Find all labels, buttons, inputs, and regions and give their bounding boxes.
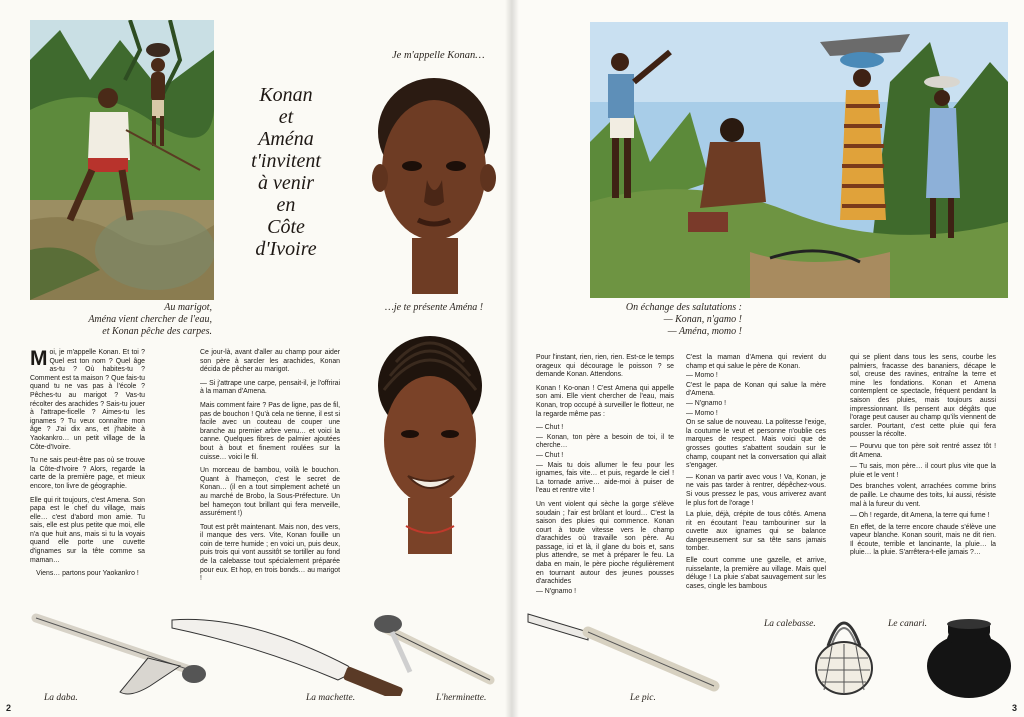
paragraph: La pluie, déjà, crépite de tous côtés. Amena rit en écoutant l'eau tambouriner sur la cuvette aux ignames qui se balance dangereusement sur sa tête sans jamais tomber. bbox=[686, 511, 826, 553]
text-column-3 bbox=[536, 354, 674, 601]
paragraph: Pour l'instant, rien, rien, rien. Est-ce le temps orageux qui décourage le poisson ? se demande Konan. Attendons. bbox=[536, 354, 674, 379]
paragraph: — Konan va partir avec vous ! Va, Konan, je ne vais pas tarder à rentrer, dépêchez-vous. Si vous pressez le pas, vous arriverez avant le plus fort de l'orage ! bbox=[686, 473, 826, 507]
paragraph: Mais comment faire ? Pas de ligne, pas de fil, pas de bouchon ! Qu'à cela ne tienne, il est si facile avec un couteau de couper une branche au premier arbre venu… et voici la canne. Quelques fibres de palmier ajoutées bout à bout et finement roulées sur la cuisse… voici le fil. bbox=[200, 401, 340, 461]
paragraph: qui se plient dans tous les sens, courbe les palmiers, fracasse des bananiers, décape le sol, creuse des ravines, entraîne la terre et mine les fondations. Konan et Amena contemplent ce spectacle, fréquent pendant la saison des pluies, mais toujours aussi impressionnant. Ils pensent aux dégâts que l'orage peut causer au champ qu'ils viennent de sarcler. Pourtant, c'est cette pluie qui fera pousser la récolte. bbox=[850, 354, 996, 439]
title-line: Aména bbox=[258, 128, 314, 150]
title-line: Konan bbox=[259, 84, 313, 106]
paragraph: — Chut ! bbox=[536, 424, 564, 432]
paragraph: Tu ne sais peut-être pas où se trouve la Côte-d'Ivoire ? Alors, regarde la carte de la première page, et mieux encore, ton livre de géographie. bbox=[30, 457, 145, 490]
paragraph: — Momo ! bbox=[686, 372, 718, 380]
caption-line: et Konan pêche des carpes. bbox=[102, 326, 212, 337]
paragraph: On se salue de nouveau. La politesse l'exige, la coutume le veut et personne n'oublie ces marques de respect. Mais voici que de grosses gouttes s'abattent soudain sur le champ, coupant net la conversation qui allait s'engager. bbox=[686, 419, 826, 470]
paragraph: Konan ! Ko-onan ! C'est Amena qui appelle son ami. Elle vient chercher de l'eau, mais Konan, trop occupé à surveiller le flotteur, ne la regarde même pas : bbox=[536, 384, 674, 418]
right-page bbox=[512, 0, 1024, 717]
paragraph: — N'gnamo ! bbox=[536, 587, 576, 595]
paragraph: — Tu sais, mon père… il court plus vite que la pluie et le vent ! bbox=[850, 463, 996, 479]
paragraph: Un morceau de bambou, voilà le bouchon. Quant à l'hameçon, c'est le secret de Konan… (il en a tout simplement acheté un au marché de Brobo, la Sous-Préfecture. Un bel hameçon tout brillant qui fera merveille, assurément !) bbox=[200, 467, 340, 518]
paragraph: — Mais tu dois allumer le feu pour les ignames, fais vite… et puis, regarde le ciel ! La tornade arrive… aide-moi à puiser de l'eau et rentre vite ! bbox=[536, 461, 674, 495]
konan-portrait bbox=[372, 70, 500, 294]
tool-label-canari: Le canari. bbox=[888, 619, 928, 629]
title-line: à venir bbox=[257, 172, 315, 194]
paragraph: — Chut ! bbox=[536, 451, 564, 459]
tool-label-daba: La daba. bbox=[44, 693, 78, 703]
paragraph: — Oh ! regarde, dit Amena, la terre qui fume ! bbox=[850, 512, 990, 520]
paragraph: Tout est prêt maintenant. Mais non, des vers, il manque des vers. Vite, Konan fouille un coin de terre humide ; en voici un, puis deux, puis trois qui vont aussitôt se tortiller au fond de la calebasse tout spécialement préparée pour eux. Et hop, en trois bonds… au marigot ! bbox=[200, 523, 340, 583]
calebasse-illustration bbox=[812, 606, 876, 698]
pic-illustration bbox=[524, 606, 722, 700]
title-line: et bbox=[278, 106, 294, 128]
marigot-caption bbox=[80, 302, 212, 338]
paragraph: En effet, de la terre encore chaude s'élève une vapeur blanche. Konan sourit, mais ne dit rien. Il écoute, terrible et lancinante, la pluie… la pluie… la pluie. S'arrêtera-t-elle jamais ?… bbox=[850, 523, 996, 557]
page-number: 2 bbox=[6, 703, 12, 713]
page-title bbox=[240, 84, 332, 260]
canari-illustration bbox=[924, 608, 1014, 700]
text-column-2 bbox=[200, 349, 340, 589]
paragraph: — Si j'attrape une carpe, pensait-il, je l'offrirai à la maman d'Amena. bbox=[200, 379, 340, 396]
paragraph: Viens… partons pour Yaokankro ! bbox=[36, 570, 139, 578]
paragraph: Elle court comme une gazelle, et arrive, ruisselante, la première au village. Mais quel déluge ! La pluie s'abat sauvagement sur les cases, cingle les bambous bbox=[686, 557, 826, 590]
text-column-5 bbox=[850, 354, 996, 563]
caption-line: — Konan, n'gamo ! bbox=[663, 314, 742, 325]
tool-label-herminette: L'herminette. bbox=[436, 693, 487, 703]
text-column-1 bbox=[30, 349, 145, 584]
greeting-caption bbox=[594, 302, 742, 338]
caption-line: Au marigot, bbox=[164, 302, 212, 313]
book-gutter bbox=[505, 0, 519, 717]
marigot-illustration bbox=[30, 20, 214, 300]
caption-line: — Aména, momo ! bbox=[667, 326, 742, 337]
caption-line: Aména vient chercher de l'eau, bbox=[88, 314, 212, 325]
paragraph: Un vent violent qui sèche la gorge s'élève soudain ; l'air est brûlant et lourd… C'est la saison des pluies qui commence. Konan court à toute vitesse vers le champ d'arachides où travaille son père. Au passage, ici et là, il glane du bois et, sans plus attendre, se met à préparer le feu. La daba en main, le père pioche régulièrement en tournant autour des jeunes pousses d'arachides bbox=[536, 500, 674, 586]
title-line: t'invitent bbox=[251, 150, 321, 172]
paragraph: — N'gnamo ! bbox=[686, 399, 726, 407]
amena-portrait bbox=[372, 330, 492, 554]
header-quote: Je m'appelle Konan… bbox=[392, 50, 485, 61]
paragraph: Ce jour-là, avant d'aller au champ pour aider son père à sarcler les arachides, Konan décida de pêcher au marigot. bbox=[200, 349, 340, 374]
paragraph-text: oi, je m'appelle Konan. Et toi ? Quel est ton nom ? Quel âge as-tu ? Où habites-tu ? Comment est ta maison ? Que fais-tu quand tu ne vas pas à l'école ? Pêches-tu au marigot ? Vas-tu récolter des arachides ? Sais-tu jouer à l'attrape-ficelle ? Aimes-tu les ignames ? Tu veux connaître mon âge ? J'ai dix ans, et j'habite à Yaokankro… un petit village de la Côte-d'Ivoire. bbox=[30, 349, 145, 451]
title-line: Côte bbox=[267, 216, 305, 238]
title-line: d'Ivoire bbox=[255, 238, 317, 260]
page-number: 3 bbox=[1012, 703, 1018, 713]
herminette-illustration bbox=[370, 606, 500, 690]
tool-label-calebasse: La calebasse. bbox=[764, 619, 816, 629]
text-column-4 bbox=[686, 354, 826, 596]
paragraph: — Pourvu que ton père soit rentré assez tôt ! dit Amena. bbox=[850, 442, 996, 459]
tool-label-machette: La machette. bbox=[306, 693, 356, 703]
tool-label-pic: Le pic. bbox=[630, 693, 656, 703]
paragraph: Elle qui rit toujours, c'est Amena. Son papa est le chef du village, mais elle… c'est d'abord mon amie. Tu sais, elle est plus petite que moi, elle n'a que huit ans, mais si tu la voyais quand elle porte une cuvette d'ignames sur la tête comme sa maman… bbox=[30, 496, 145, 564]
paragraph: — Momo ! bbox=[686, 409, 718, 417]
paragraph: C'est la maman d'Amena qui revient du champ et qui salue le père de Konan. bbox=[686, 354, 826, 370]
caption-line: On échange des salutations : bbox=[625, 302, 742, 313]
paragraph: Des branches volent, arrachées comme brins de paille. Le chaume des toits, lui aussi, résiste mal à la fureur du vent. bbox=[850, 483, 996, 508]
paragraph: — Konan, ton père a besoin de toi, il te cherche… bbox=[536, 433, 674, 450]
paragraph: C'est le papa de Konan qui salue la mère d'Amena. bbox=[686, 381, 826, 398]
drop-cap: M bbox=[30, 347, 48, 370]
greeting-illustration bbox=[590, 22, 1008, 298]
title-line: en bbox=[276, 194, 296, 216]
amena-caption: …je te présente Aména ! bbox=[385, 302, 484, 313]
paragraph bbox=[30, 349, 145, 452]
